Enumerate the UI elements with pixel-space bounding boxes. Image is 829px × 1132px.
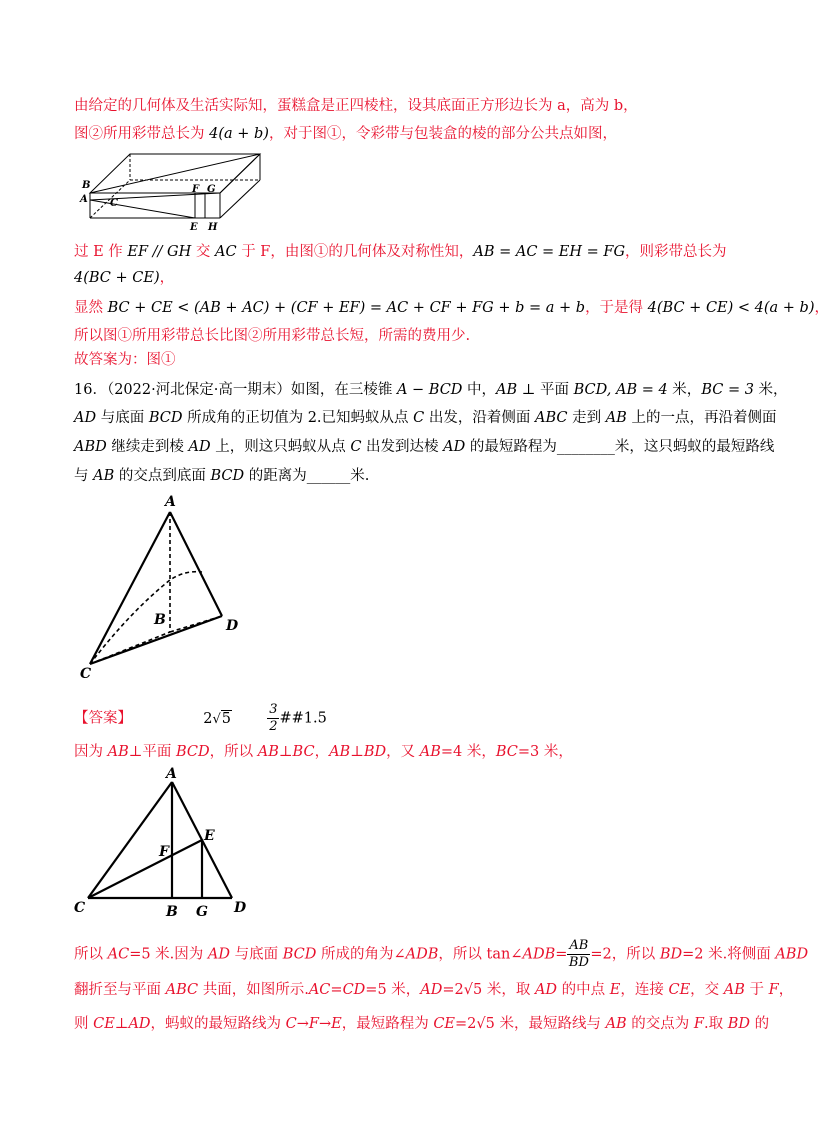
math: BD <box>363 744 387 760</box>
math: F <box>693 1016 704 1032</box>
text: 由给定的几何体及生活实际知，蛋糕盒是正四棱柱，设其底面正方形边长为 a，高为 b， <box>74 98 638 114</box>
label-b: B <box>166 904 178 920</box>
label-e: E <box>190 222 198 233</box>
text: ⊥ <box>350 744 364 760</box>
math: BCD <box>176 744 210 760</box>
text: ⊥平面 <box>128 744 176 760</box>
math: ADB <box>405 946 439 963</box>
text: 的 <box>749 1016 770 1032</box>
math: CE <box>668 982 691 998</box>
text: ##1.5 <box>279 710 327 727</box>
math: AC <box>308 982 331 998</box>
text: 于 F，由图①的几何体及对称性知， <box>236 244 474 260</box>
solution-line-3 <box>74 980 793 1000</box>
label-f: F <box>159 844 169 860</box>
text: ， <box>159 270 175 286</box>
text: ，所以 <box>209 744 258 760</box>
math: CE <box>93 1016 115 1032</box>
math: ADB <box>522 946 556 963</box>
text: 所成角的正切值为 2.已知蚂蚁从点 <box>182 410 414 426</box>
text: 5 <box>221 710 231 727</box>
text: ，又 <box>386 744 420 760</box>
text: =5 米.因为 <box>129 946 208 963</box>
text: 与 <box>74 468 94 484</box>
text: ⊥ <box>278 744 293 760</box>
math: E <box>609 982 621 998</box>
text: ， <box>778 982 794 998</box>
math: C <box>413 410 425 426</box>
label-a: A <box>166 766 177 782</box>
text: 的最短路程为________米，这只蚂蚁的最短路线 <box>465 439 775 455</box>
text: .取 <box>703 1016 728 1032</box>
text: 的交点到底面 <box>114 468 211 484</box>
math: 4(BC + CE) <box>74 270 160 286</box>
math: AD <box>74 410 97 426</box>
solution-line-4 <box>74 1014 769 1034</box>
label-c: C <box>80 666 92 682</box>
text: 翻折至与平面 <box>74 982 166 998</box>
text: 所以 <box>74 946 108 963</box>
math: AD <box>420 982 443 998</box>
text: 则 <box>74 1016 94 1032</box>
text: 共面，如图所示. <box>198 982 309 998</box>
problem-line-4 <box>74 466 369 486</box>
math: EF // GH <box>127 244 192 260</box>
text: = <box>555 946 568 963</box>
math: AB <box>605 1016 627 1032</box>
label-f: F <box>192 184 200 195</box>
math: BD <box>659 946 683 963</box>
answer-2-fraction <box>267 702 279 735</box>
math: AC <box>215 244 237 260</box>
text: ⊥ <box>114 1016 129 1032</box>
text: =3 米， <box>517 744 573 760</box>
math: A − BCD <box>396 382 463 398</box>
text: ，对于图①，令彩带与包装盒的棱的部分公共点如图， <box>268 126 617 142</box>
text: 中， <box>462 382 497 398</box>
text: 过 E 作 <box>74 244 128 260</box>
text: ，交 <box>690 982 724 998</box>
numerator: 3 <box>269 702 278 717</box>
text: ， <box>314 744 330 760</box>
text: 米， <box>753 382 788 398</box>
math: F <box>768 982 779 998</box>
math: BCD <box>282 946 317 963</box>
math: BCD <box>210 468 245 484</box>
text: ，于是得 <box>585 300 648 316</box>
math: AD <box>534 982 558 998</box>
text: 的交点为 <box>626 1016 694 1032</box>
math: AB <box>107 744 129 760</box>
text: 的距离为______米. <box>244 468 370 484</box>
math: ABD <box>775 946 809 963</box>
text: 所成的角为∠ <box>316 946 406 963</box>
text: ， <box>814 300 829 316</box>
label-e: E <box>204 828 215 844</box>
text: = <box>330 982 343 998</box>
label-c: C <box>110 198 118 209</box>
figure-unfolded-triangle <box>74 764 264 924</box>
text: 于 <box>744 982 769 998</box>
math: ABC <box>534 410 568 426</box>
prev-answer-line <box>74 350 176 370</box>
label-d: D <box>234 900 247 916</box>
problem-line-1 <box>74 380 788 400</box>
text: 16．（2022·河北保定·高一期末）如图，在三棱锥 <box>74 382 397 398</box>
text: ，连接 <box>620 982 669 998</box>
math: CE <box>433 1016 455 1032</box>
prev-solution-line-4 <box>74 268 174 288</box>
label-b: B <box>82 180 91 191</box>
text: 与底面 <box>96 410 149 426</box>
solution-line-2 <box>74 938 808 971</box>
label-a: A <box>80 194 88 205</box>
text: ，所以 tan∠ <box>438 946 523 963</box>
label-a: A <box>165 494 176 510</box>
text: =2 米.将侧面 <box>682 946 776 963</box>
text: 继续走到棱 <box>106 439 189 455</box>
denominator: 2 <box>269 719 278 734</box>
answer-1: 2√5 <box>203 710 231 727</box>
math: BCD, AB = 4 <box>573 382 668 398</box>
text: 因为 <box>74 744 108 760</box>
text: =5 米， <box>365 982 421 998</box>
math: AD <box>443 439 466 455</box>
prev-solution-line-3 <box>74 242 727 262</box>
math: AB <box>257 744 279 760</box>
label-d: D <box>226 618 239 634</box>
text: ，蚂蚁的最短路线为 <box>150 1016 286 1032</box>
math: AB <box>419 744 441 760</box>
math: ABC <box>165 982 199 998</box>
text: =2√5 米，最短路线与 <box>455 1016 606 1032</box>
text: ，最短路程为 <box>341 1016 434 1032</box>
label-g: G <box>207 184 216 195</box>
text: 2 <box>203 710 213 727</box>
math: AB <box>605 410 627 426</box>
text: 上，则这只蚂蚁从点 <box>210 439 351 455</box>
math: BC <box>495 744 518 760</box>
text: 交 <box>191 244 216 260</box>
prev-solution-line-1 <box>74 96 638 116</box>
text: 出发到达棱 <box>361 439 444 455</box>
text: 图②所用彩带总长为 <box>74 126 210 142</box>
text: 上的一点，再沿着侧面 <box>626 410 777 426</box>
text: 平面 <box>535 382 574 398</box>
text: =2，所以 <box>590 946 660 963</box>
math: 4(a + b) <box>209 126 269 142</box>
text: =4 米， <box>440 744 496 760</box>
text: 所以图①所用彩带总长比图②所用彩带总长短，所需的费用少. <box>74 328 471 344</box>
answer-line <box>74 702 327 742</box>
figure-box-ribbon <box>80 148 270 238</box>
denominator: BD <box>568 955 589 970</box>
prev-solution-line-6 <box>74 326 470 346</box>
math: AB ⊥ <box>496 382 536 398</box>
math: C <box>350 439 362 455</box>
problem-line-2 <box>74 408 776 428</box>
math: ABD <box>74 439 107 455</box>
math: AD <box>128 1016 151 1032</box>
math: AD <box>207 946 230 963</box>
label-b: B <box>154 612 166 628</box>
solution-line-1 <box>74 742 573 762</box>
figure-tetrahedron <box>80 492 250 682</box>
text: 显然 <box>74 300 108 316</box>
prev-solution-line-5 <box>74 298 829 318</box>
numerator: AB <box>569 938 589 953</box>
math: CD <box>342 982 366 998</box>
math: AB <box>329 744 351 760</box>
math: AD <box>188 439 211 455</box>
math: BC + CE < (AB + AC) + (CF + EF) = AC + CF + FG + b = a + b <box>107 300 586 316</box>
label-g: G <box>196 904 208 920</box>
math: BC = 3 <box>701 382 754 398</box>
text: =2√5 米，取 <box>442 982 535 998</box>
answer-tag: 【答案】 <box>74 710 132 727</box>
text: 与底面 <box>230 946 283 963</box>
math: 4(BC + CE) < 4(a + b) <box>647 300 815 316</box>
problem-line-3 <box>74 437 774 457</box>
text: ，则彩带总长为 <box>625 244 727 260</box>
label-h: H <box>208 222 218 233</box>
math: BCD <box>148 410 183 426</box>
math: AB <box>93 468 115 484</box>
text: 出发，沿着侧面 <box>424 410 535 426</box>
math: BD <box>727 1016 750 1032</box>
label-c: C <box>74 900 86 916</box>
fraction-ab-bd <box>567 938 590 971</box>
math: AB <box>723 982 745 998</box>
text: 米， <box>667 382 702 398</box>
text: 的中点 <box>557 982 610 998</box>
math: AC <box>107 946 130 963</box>
text: 故答案为：图① <box>74 352 176 368</box>
math: C→F→E <box>285 1016 342 1032</box>
math: AB = AC = EH = FG <box>473 244 626 260</box>
prev-solution-line-2 <box>74 124 617 144</box>
math: BC <box>292 744 315 760</box>
text: 走到 <box>567 410 606 426</box>
